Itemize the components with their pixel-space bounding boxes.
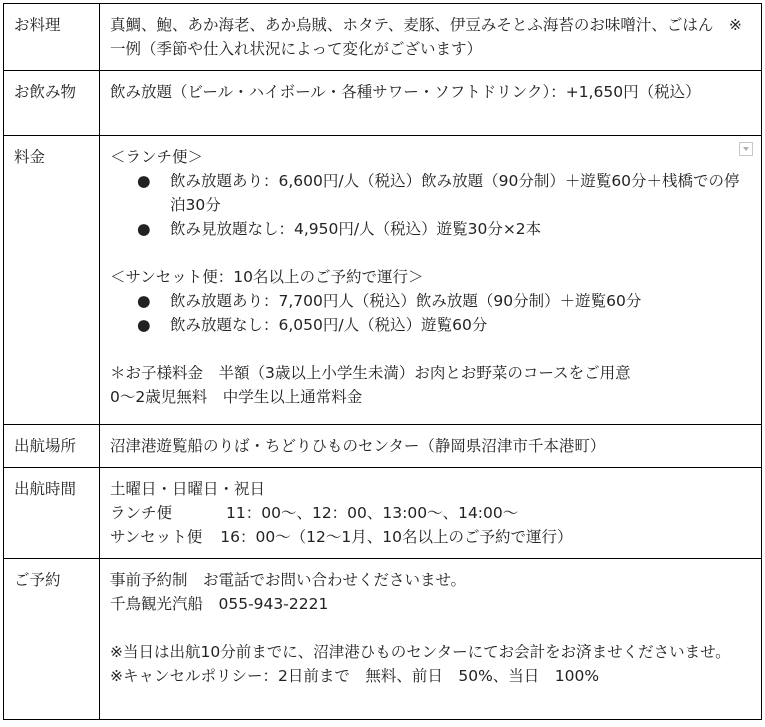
sunset-times-line (110, 525, 753, 549)
table-row-time (4, 468, 762, 559)
sunset-label: サンセット便 (110, 528, 203, 546)
row-value-reserve (100, 559, 762, 720)
sunset-item-2: 飲み放題なし：6,050円/人（税込）遊覧60分 (170, 316, 488, 334)
row-value-price (100, 136, 762, 425)
lunch-item-1: 飲み放題あり：6,600円/人（税込）飲み放題（90分制）＋遊覧60分＋桟橋での停泊30分 (170, 172, 740, 214)
departure-days: 土曜日・日曜日・祝日 (110, 480, 266, 498)
reserve-line-1: 事前予約制 お電話でお問い合わせくださいませ。 (110, 571, 467, 589)
place-text: 沼津港遊覧船のりば・ちどりひものセンター（静岡県沼津市千本港町） (110, 437, 606, 455)
bullet-icon: ● (137, 292, 151, 310)
table-row-price (4, 136, 762, 425)
row-value-time (100, 468, 762, 559)
dropdown-icon[interactable] (739, 142, 753, 156)
row-value-drink (100, 71, 762, 136)
row-value-place (100, 425, 762, 468)
cancel-policy: ※キャンセルポリシー：2日前まで 無料、前日 50%、当日 100% (110, 667, 600, 685)
child-price-line-1: ＊お子様料金 半額（3歳以上小学生未満）お肉とお野菜のコースをご用意 (110, 364, 631, 382)
row-value-dish (100, 4, 762, 71)
row-label-reserve: ご予約 (4, 559, 100, 720)
lunch-heading: ＜ランチ便＞ (110, 148, 204, 166)
lunch-label: ランチ便 (110, 504, 173, 522)
row-label-time: 出航時間 (4, 468, 100, 559)
child-price-line-2: 0～2歳児無料 中学生以上通常料金 (110, 388, 363, 406)
row-label-place: 出航場所 (4, 425, 100, 468)
list-item (110, 217, 753, 241)
info-table (3, 3, 762, 720)
lunch-item-2: 飲み見放題なし：4,950円/人（税込）遊覧30分×2本 (170, 220, 542, 238)
lunch-times-line (110, 501, 753, 525)
bullet-icon: ● (137, 220, 151, 238)
list-item (110, 169, 753, 217)
reserve-note-1: ※当日は出航10分前までに、沼津港ひものセンターにてお会計をお済ませくださいませ。 (110, 643, 731, 661)
table-row-place (4, 425, 762, 468)
bullet-icon: ● (137, 172, 151, 190)
row-label-drink: お飲み物 (4, 71, 100, 136)
row-label-dish: お料理 (4, 4, 100, 71)
table-row-reserve (4, 559, 762, 720)
reserve-phone: 千鳥観光汽船 055-943-2221 (110, 595, 329, 613)
sunset-heading: ＜サンセット便：10名以上のご予約で運行＞ (110, 268, 424, 286)
lunch-times: 11：00～、12：00、13:00～、14:00～ (226, 504, 519, 522)
list-item (110, 313, 753, 337)
row-label-price: 料金 (4, 136, 100, 425)
dish-text: 真鯛、鮑、あか海老、あか烏賊、ホタテ、麦豚、伊豆みそとふ海苔のお味噌汁、ごはん ※一例（季節や仕入れ状況によって変化がございます） (110, 16, 742, 58)
list-item (110, 289, 753, 313)
sunset-times: 16：00～（12～1月、10名以上のご予約で運行） (220, 528, 573, 546)
bullet-icon: ● (137, 316, 151, 334)
table-row-drink (4, 71, 762, 136)
drink-text: 飲み放題（ビール・ハイボール・各種サワー・ソフトドリンク）：+1,650円（税込） (110, 83, 701, 101)
sunset-item-1: 飲み放題あり：7,700円人（税込）飲み放題（90分制）＋遊覧60分 (170, 292, 642, 310)
table-row-dish (4, 4, 762, 71)
